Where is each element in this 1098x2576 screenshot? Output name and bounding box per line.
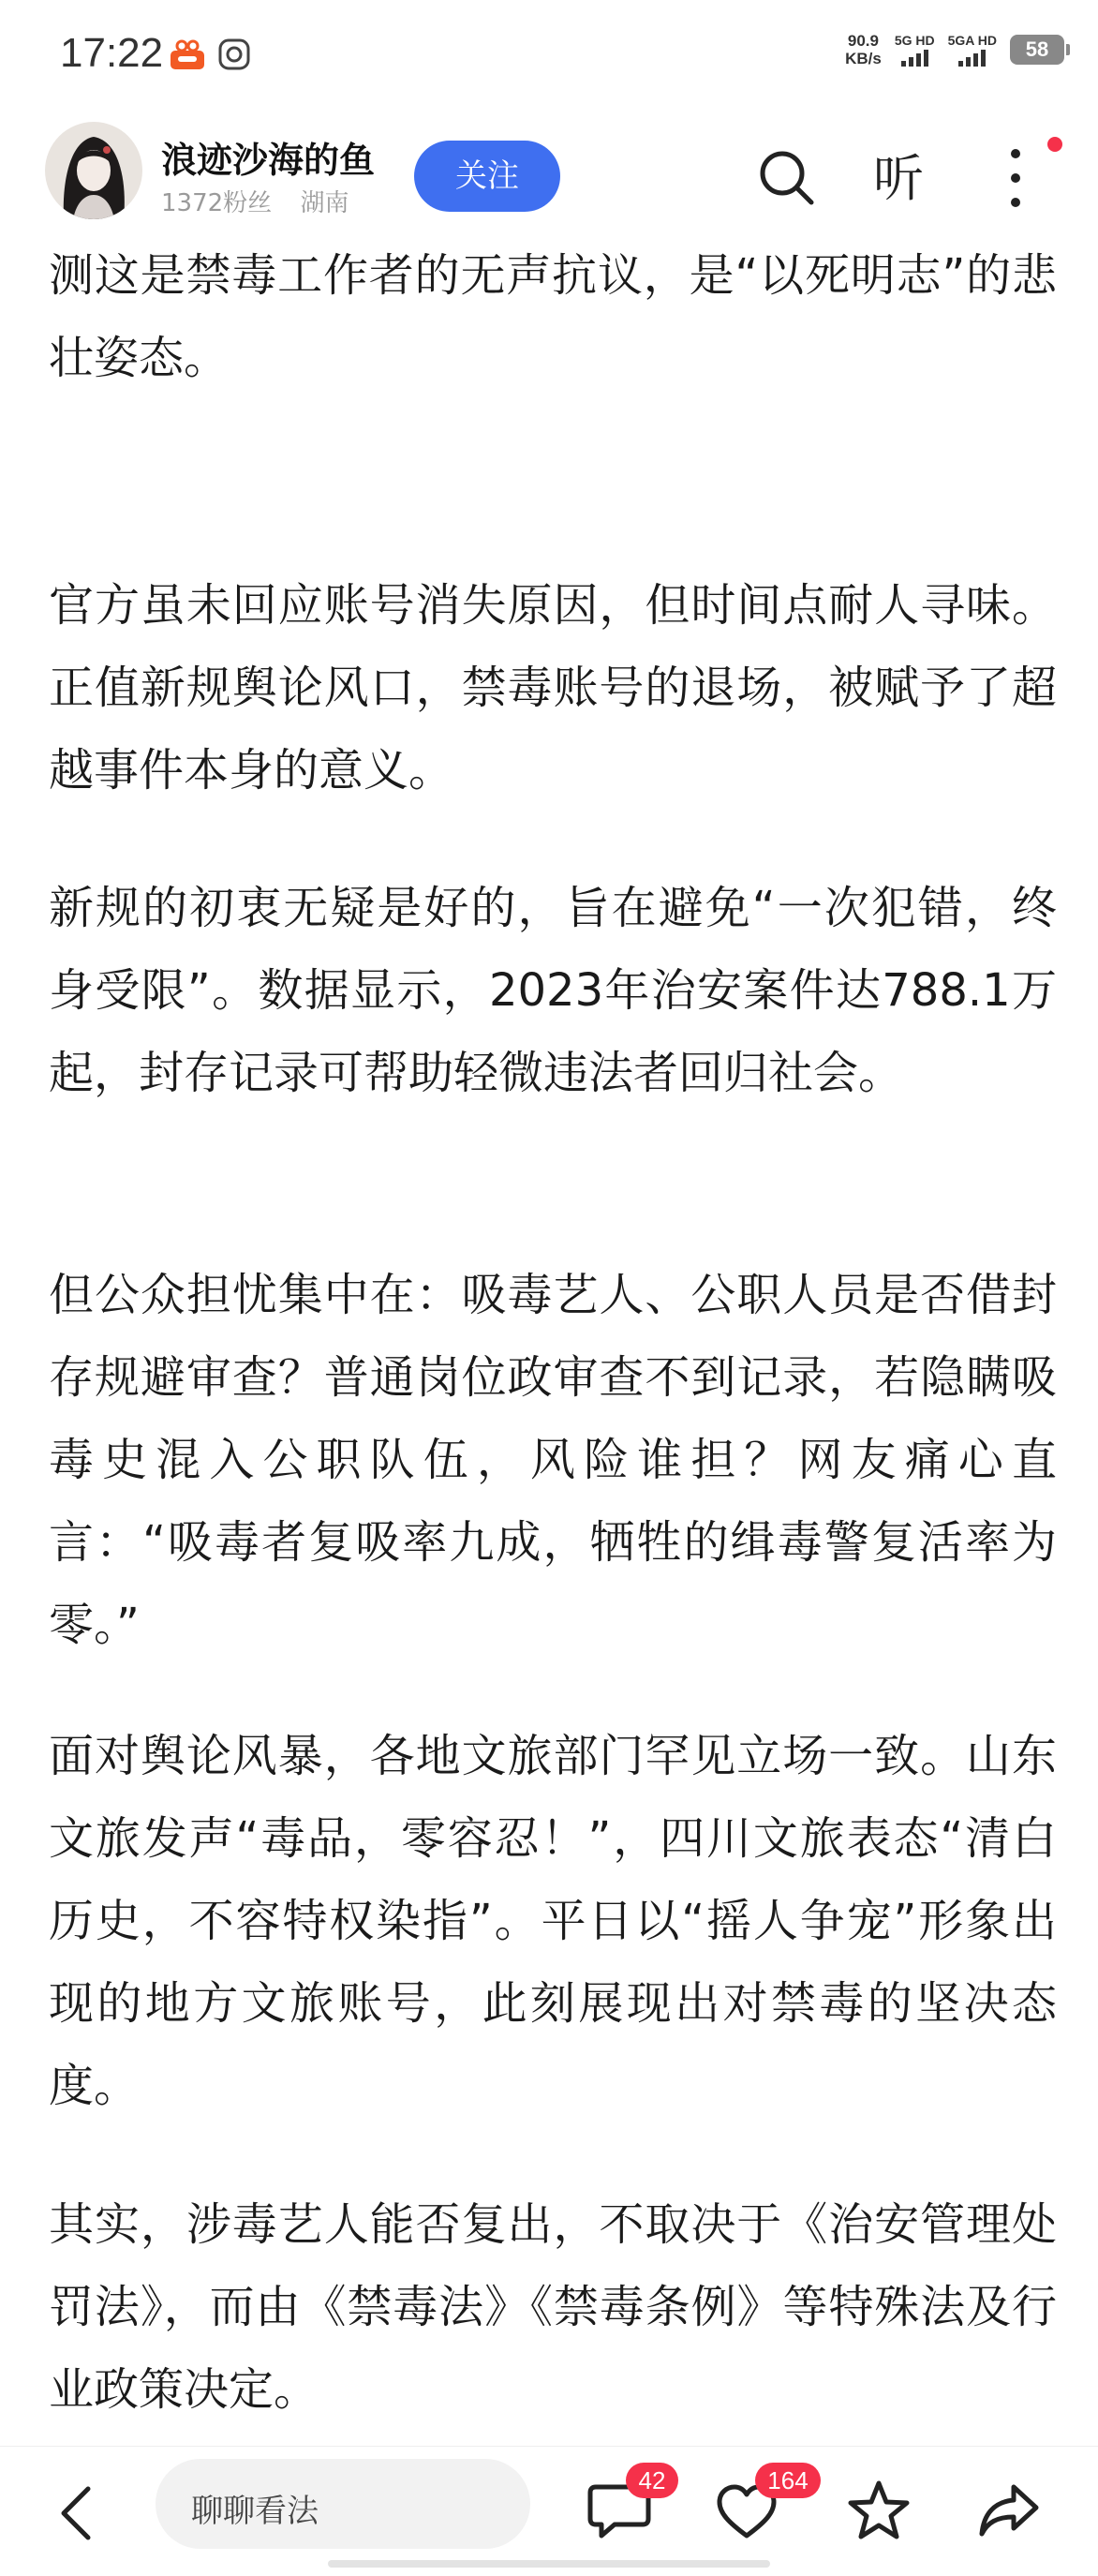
search-icon[interactable] — [755, 146, 817, 208]
paragraph: 测这是禁毒工作者的无声抗议，是“以死明志”的悲壮姿态。 — [49, 249, 1057, 384]
author-avatar[interactable] — [45, 122, 142, 219]
signal-bars-icon — [958, 48, 986, 67]
paragraph: 其实，涉毒艺人能否复出，不取决于《治安管理处罚法》，而由《禁毒法》《禁毒条例》等特殊法及行业政策决定。 — [49, 2198, 1057, 2416]
clock: 17:22 — [60, 30, 164, 76]
author-location: 湖南 — [300, 189, 349, 217]
more-options-icon[interactable] — [1004, 142, 1027, 214]
sim1-signal: 5G HD — [895, 33, 935, 67]
back-icon[interactable] — [56, 2483, 97, 2543]
shopping-app-notification-icon — [169, 37, 206, 71]
author-meta — [161, 184, 369, 218]
avatar-portrait-icon — [45, 122, 142, 219]
app-notification-icon — [217, 37, 251, 71]
author-name[interactable]: 浪迹沙海的鱼 — [161, 140, 376, 181]
follow-button[interactable]: 关注 — [414, 141, 560, 212]
status-bar — [0, 0, 1098, 112]
network-speed: 90.9 KB/s — [845, 32, 882, 67]
comment-count-badge: 42 — [626, 2463, 678, 2498]
paragraph: 但公众担忧集中在：吸毒艺人、公职人员是否借封存规避审查？普通岗位政审查不到记录，若隐瞒吸毒史混入公职队伍，风险谁担？网友痛心直言：“吸毒者复吸率九成，牺牲的缉毒警复活率为零。” — [49, 1269, 1057, 1651]
signal-bars-icon — [901, 48, 928, 67]
like-count-badge: 164 — [755, 2463, 821, 2498]
battery-icon: 58 — [1010, 35, 1064, 65]
share-icon[interactable] — [976, 2481, 1042, 2539]
paragraph: 面对舆论风暴，各地文旅部门罕见立场一致。山东文旅发声“毒品，零容忍！”，四川文旅表态“清白历史，不容特权染指”。平日以“摇人争宠”形象出现的地方文旅账号，此刻展现出对禁毒的坚决态度。 — [49, 1730, 1057, 2112]
listen-button[interactable]: 听 — [873, 149, 924, 208]
follower-count: 1372粉丝 — [161, 189, 273, 217]
comment-placeholder: 聊聊看法 — [191, 2493, 319, 2530]
paragraph: 官方虽未回应账号消失原因，但时间点耐人寻味。正值新规舆论风口，禁毒账号的退场，被赋予了超越事件本身的意义。 — [49, 579, 1057, 797]
sim2-signal: 5GA HD — [948, 33, 997, 67]
favorite-star-icon[interactable] — [847, 2479, 911, 2541]
notification-dot — [1047, 137, 1062, 152]
home-indicator[interactable] — [328, 2560, 770, 2568]
article-body — [49, 234, 1057, 2446]
paragraph: 新规的初衷无疑是好的，旨在避免“一次犯错，终身受限”。数据显示，2023年治安案件达788.1万起，封存记录可帮助轻微违法者回归社会。 — [49, 882, 1057, 1099]
